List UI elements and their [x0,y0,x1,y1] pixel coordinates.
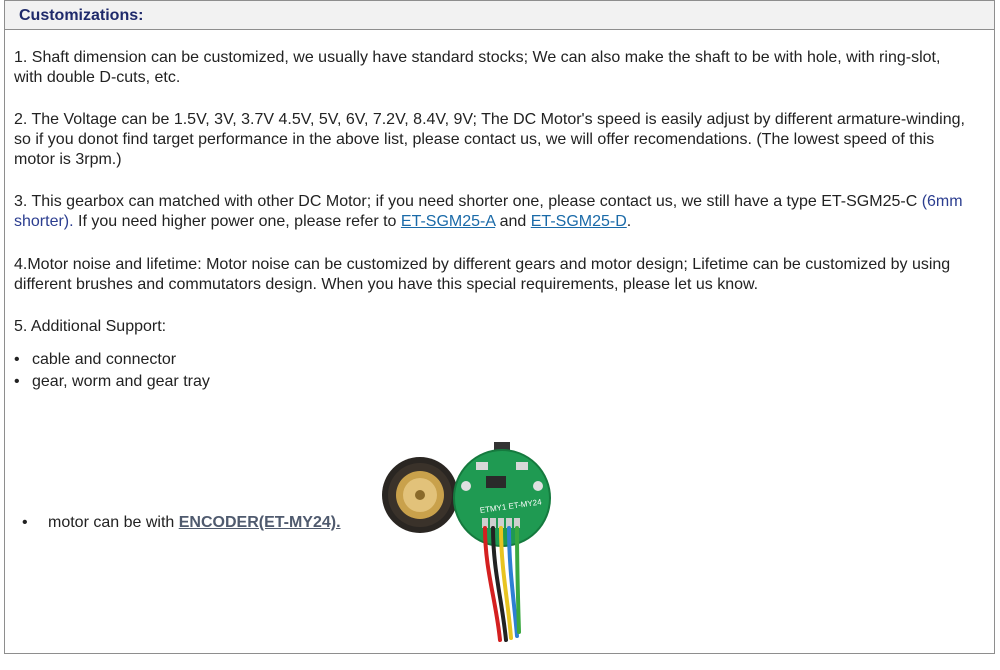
magnet-disc [382,457,458,533]
list-item-label: cable and connector [32,351,177,368]
section-header [5,0,994,30]
link-et-sgm25-a[interactable]: ET-SGM25-A [400,213,496,230]
gearbox-text-a: 3. This gearbox can matched with other DC Motor; if you need shorter one, please contact us, we still have a type ET-SGM25-C [14,193,922,210]
encoder-prefix: motor can be with [48,514,179,531]
list-item-label: gear, worm and gear tray [32,373,210,390]
paragraph-shaft: 1. Shaft dimension can be customized, we usually have standard stocks; We can also make the shaft to be with hole, with ring-slot, with double D-cuts, etc. [14,49,941,86]
gearbox-text-end: . [626,213,632,230]
bullet-icon: • [14,373,20,390]
list-item [14,372,210,392]
gearbox-text-and: and [495,213,531,230]
gearbox-text-b: If you need higher power one, please refer to [73,213,401,230]
board-label: ETMY1 ET-MY24 [479,497,543,516]
encoder-link[interactable]: ENCODER(ET-MY24). [178,514,341,531]
encoder-item [22,513,341,533]
section-title: Customizations: [19,7,144,24]
list-item [14,350,176,370]
paragraph-gearbox [14,192,969,232]
link-et-sgm25-d[interactable]: ET-SGM25-D [530,213,627,230]
bullet-icon: • [22,514,28,531]
paragraph-additional-support: 5. Additional Support: [14,318,167,335]
bullet-icon: • [14,351,20,368]
paragraph-voltage: 2. The Voltage can be 1.5V, 3V, 3.7V 4.5V, 5V, 6V, 7.2V, 8.4V, 9V; The DC Motor's speed is easily adjust by different armature-winding, so if you donot find target performance in the above list, please contact us, we will offer recomendations. (The lowest speed of this motor is 3rpm.) [14,111,965,168]
shorter-note: (6mm shorter). [14,193,963,230]
encoder-photo [378,440,578,645]
paragraph-noise-lifetime: 4.Motor noise and lifetime: Motor noise can be customized by different gears and motor design; Lifetime can be customized by using different brushes and commutators design. When you have this special requirements, please let us know. [14,256,951,293]
